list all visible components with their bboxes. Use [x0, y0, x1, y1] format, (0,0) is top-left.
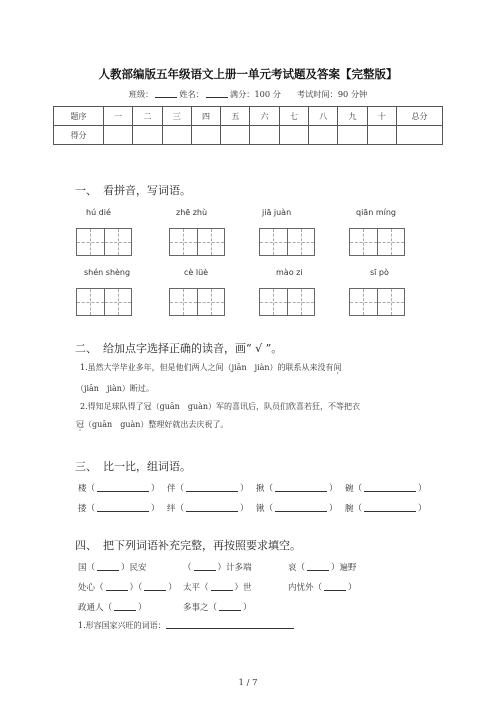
writing-grid[interactable] — [259, 288, 315, 316]
page-title: 人教部编版五年级语文上册一单元考试题及答案【完整版】 — [98, 67, 398, 81]
answer-blank[interactable] — [364, 484, 416, 492]
header-cell: 题序 — [54, 107, 104, 126]
pinyin-label: hú dié — [86, 208, 111, 217]
question-4-1: 1.形容国家兴旺的词语： — [78, 620, 294, 631]
writing-grid[interactable] — [259, 228, 315, 256]
header-cell: 四 — [191, 107, 220, 126]
answer-blank[interactable] — [97, 563, 119, 571]
question-2-line-2: （jiān jiàn）断过。 — [76, 384, 154, 393]
question-2-line-3: 2.得知足球队得了冠（guān guàn）军的喜讯后，队员们欣喜若狂，不等把衣 — [80, 402, 361, 411]
dotted-character: 冠 — [76, 420, 84, 429]
idiom-item: （ ）计多端 — [183, 563, 252, 573]
writing-grid[interactable] — [76, 228, 132, 256]
compare-item: 碗（ ） — [345, 484, 427, 494]
header-cell: 六 — [250, 107, 279, 126]
pinyin-label: jiā juàn — [262, 208, 292, 217]
compare-item: 锹（ ） — [256, 504, 338, 514]
header-cell: 二 — [133, 107, 162, 126]
answer-blank[interactable] — [144, 583, 166, 591]
idiom-row-1 — [78, 561, 393, 573]
question-2-line-1: 1.虽然大学毕业多年，但是他们两人之间（jiān jiàn）的联系从来没有间 — [80, 363, 342, 372]
writing-grid[interactable] — [349, 288, 405, 316]
section-1-heading: 一、 看拼音，写词语。 — [75, 184, 191, 197]
idiom-row-2 — [78, 581, 393, 593]
score-cell[interactable] — [133, 126, 162, 145]
class-label: 班级： — [128, 89, 154, 99]
row-label: 得分 — [54, 126, 104, 145]
answer-blank[interactable] — [194, 563, 216, 571]
answer-blank[interactable] — [275, 504, 327, 512]
score-cell[interactable] — [309, 126, 338, 145]
idiom-item: 太平（ ）世 — [183, 583, 252, 593]
header-cell: 十 — [367, 107, 396, 126]
compare-row-2 — [78, 502, 434, 514]
section-3-heading: 三、 比一比，组词语。 — [75, 460, 191, 473]
answer-line[interactable] — [166, 621, 294, 629]
answer-blank[interactable] — [114, 603, 136, 611]
score-cell[interactable] — [221, 126, 250, 145]
writing-grid[interactable] — [349, 228, 405, 256]
idiom-item: 政通人（ ） — [78, 603, 147, 613]
class-blank[interactable] — [155, 90, 177, 98]
answer-blank[interactable] — [324, 583, 346, 591]
section-4-heading: 四、 把下列词语补充完整，再按照要求填空。 — [75, 539, 301, 552]
score-table-row — [54, 126, 443, 145]
pinyin-label: shén shèng — [84, 268, 131, 277]
writing-grid[interactable] — [76, 288, 132, 316]
answer-blank[interactable] — [106, 583, 128, 591]
header-cell: 九 — [338, 107, 367, 126]
answer-blank[interactable] — [219, 603, 241, 611]
writing-grid[interactable] — [169, 228, 225, 256]
compare-item: 揪（ ） — [256, 484, 338, 494]
answer-blank[interactable] — [275, 484, 327, 492]
idiom-item: 处心（ ）（ ） — [78, 583, 177, 593]
score-cell[interactable] — [191, 126, 220, 145]
writing-grid[interactable] — [169, 288, 225, 316]
idiom-item: 哀（ ）遍野 — [288, 563, 357, 573]
compare-item: 楼（ ） — [78, 484, 160, 494]
dotted-character: 间 — [333, 363, 342, 372]
answer-blank[interactable] — [186, 484, 238, 492]
score-cell[interactable] — [162, 126, 191, 145]
page-number: 1 / 7 — [238, 678, 258, 688]
score-cell[interactable] — [397, 126, 443, 145]
exam-info — [0, 89, 496, 100]
answer-blank[interactable] — [364, 504, 416, 512]
pinyin-label: sī pò — [370, 268, 389, 277]
header-cell: 总分 — [397, 107, 443, 126]
score-cell[interactable] — [250, 126, 279, 145]
pinyin-label: cè lüè — [184, 268, 209, 277]
score-table — [53, 106, 443, 145]
compare-item: 腕（ ） — [345, 504, 427, 514]
answer-blank[interactable] — [307, 563, 329, 571]
name-blank[interactable] — [206, 90, 228, 98]
header-cell: 七 — [279, 107, 308, 126]
score-cell[interactable] — [104, 126, 133, 145]
name-label: 姓名： — [179, 89, 204, 99]
compare-item: 绊（ ） — [167, 504, 249, 514]
compare-item: 伴（ ） — [167, 484, 249, 494]
pinyin-label: qiān míng — [356, 208, 396, 217]
question-2-line-4: 冠（guān guàn）整理好就出去庆祝了。 — [76, 420, 229, 429]
compare-item: 搂（ ） — [78, 504, 160, 514]
pinyin-label: zhē zhù — [176, 208, 208, 217]
compare-row-1 — [78, 482, 434, 494]
header-cell: 一 — [104, 107, 133, 126]
score-cell[interactable] — [367, 126, 396, 145]
idiom-item: 多事之（ ） — [183, 603, 252, 613]
pinyin-label: mào zi — [276, 268, 303, 277]
time-label: 考试时间：90 分钟 — [296, 89, 368, 99]
idiom-row-3 — [78, 601, 288, 613]
header-cell: 五 — [221, 107, 250, 126]
header-cell: 三 — [162, 107, 191, 126]
section-2-heading: 二、 给加点字选择正确的读音，画“ √ ”。 — [75, 342, 283, 355]
score-label: 满分：100 分 — [229, 89, 281, 99]
answer-blank[interactable] — [211, 583, 233, 591]
answer-blank[interactable] — [97, 484, 149, 492]
answer-blank[interactable] — [186, 504, 238, 512]
idiom-item: 内忧外（ ） — [288, 583, 357, 593]
idiom-item: 国（ ）民安 — [78, 563, 147, 573]
score-cell[interactable] — [338, 126, 367, 145]
header-cell: 八 — [309, 107, 338, 126]
score-table-header — [54, 107, 443, 126]
answer-blank[interactable] — [97, 504, 149, 512]
score-cell[interactable] — [279, 126, 308, 145]
